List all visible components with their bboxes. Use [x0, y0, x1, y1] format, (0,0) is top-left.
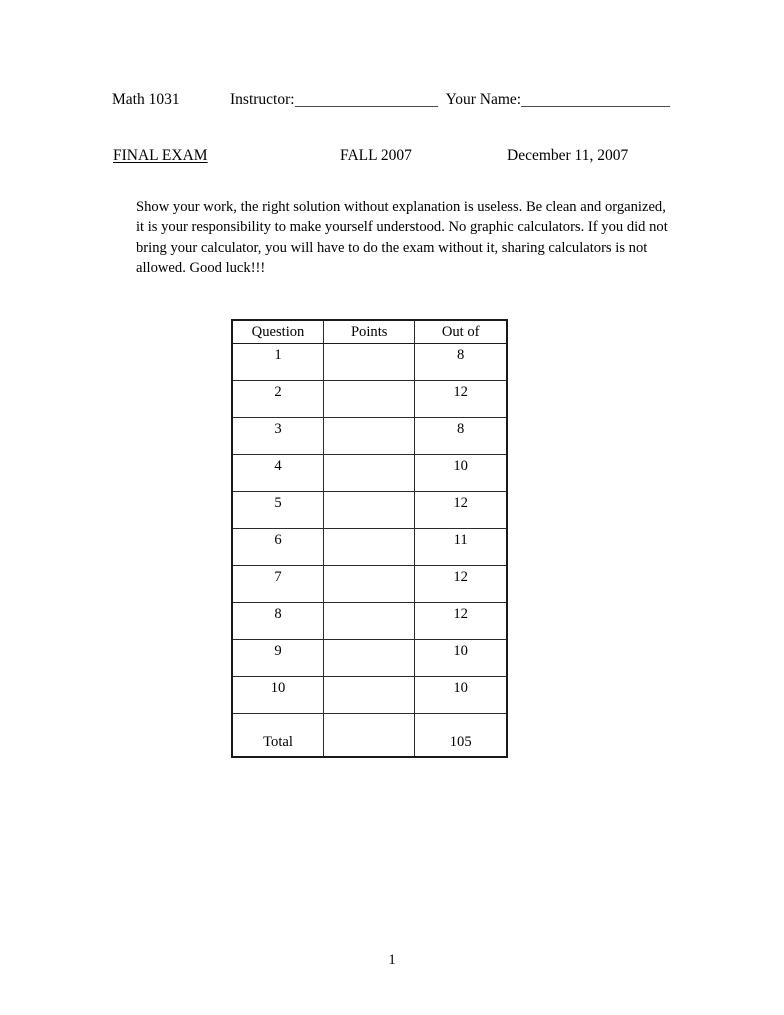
cell-question: 1 — [232, 344, 324, 381]
cell-question: 10 — [232, 677, 324, 714]
column-header-question: Question — [232, 320, 324, 344]
exam-term: FALL 2007 — [340, 147, 412, 164]
exam-instructions: Show your work, the right solution without explanation is useless. Be clean and organized, it is your responsibility to make yourself understood. No graphic calculators. If you did not bring your calculator, you will have to do the exam without it, sharing calculators is not allowed. Good luck!!! — [136, 198, 668, 277]
table-row — [232, 492, 507, 529]
table-total-row — [232, 714, 507, 758]
table-row — [232, 418, 507, 455]
cell-question: 4 — [232, 455, 324, 492]
cell-out-of: 10 — [415, 677, 507, 714]
table-row — [232, 603, 507, 640]
column-header-points: Points — [324, 320, 415, 344]
score-table — [231, 319, 508, 758]
table-row — [232, 640, 507, 677]
table-row — [232, 381, 507, 418]
exam-title: FINAL EXAM — [113, 147, 208, 164]
cell-out-of: 12 — [415, 492, 507, 529]
cell-total-points[interactable] — [324, 714, 415, 758]
cell-out-of: 12 — [415, 566, 507, 603]
table-row — [232, 566, 507, 603]
cell-points[interactable] — [324, 418, 415, 455]
table-header-row — [232, 320, 507, 344]
student-name-label: Your Name: — [445, 91, 522, 108]
table-row — [232, 529, 507, 566]
score-table-head — [232, 320, 507, 344]
cell-out-of: 11 — [415, 529, 507, 566]
cell-points[interactable] — [324, 603, 415, 640]
table-row — [232, 455, 507, 492]
instructor-blank[interactable] — [295, 89, 438, 107]
cell-points[interactable] — [324, 344, 415, 381]
page-number: 1 — [388, 952, 396, 968]
cell-question: 6 — [232, 529, 324, 566]
cell-points[interactable] — [324, 529, 415, 566]
cell-out-of: 10 — [415, 640, 507, 677]
cell-total-label: Total — [232, 714, 324, 758]
cell-points[interactable] — [324, 566, 415, 603]
course-code: Math 1031 — [112, 91, 180, 108]
cell-total-out-of: 105 — [415, 714, 507, 758]
score-table-body — [232, 344, 507, 758]
instructor-label: Instructor: — [230, 91, 295, 108]
cell-out-of: 10 — [415, 455, 507, 492]
cell-question: 7 — [232, 566, 324, 603]
table-row — [232, 344, 507, 381]
cell-out-of: 8 — [415, 418, 507, 455]
cell-question: 3 — [232, 418, 324, 455]
cell-points[interactable] — [324, 677, 415, 714]
cell-question: 8 — [232, 603, 324, 640]
cell-points[interactable] — [324, 640, 415, 677]
cell-points[interactable] — [324, 381, 415, 418]
cell-points[interactable] — [324, 455, 415, 492]
student-name-blank[interactable] — [521, 89, 670, 107]
column-header-out-of: Out of — [415, 320, 507, 344]
cell-question: 9 — [232, 640, 324, 677]
exam-title-row — [113, 145, 673, 167]
cell-question: 2 — [232, 381, 324, 418]
cell-points[interactable] — [324, 492, 415, 529]
exam-date: December 11, 2007 — [507, 147, 629, 164]
cell-out-of: 8 — [415, 344, 507, 381]
cell-out-of: 12 — [415, 603, 507, 640]
cell-question: 5 — [232, 492, 324, 529]
exam-header — [112, 88, 672, 112]
table-row — [232, 677, 507, 714]
cell-out-of: 12 — [415, 381, 507, 418]
